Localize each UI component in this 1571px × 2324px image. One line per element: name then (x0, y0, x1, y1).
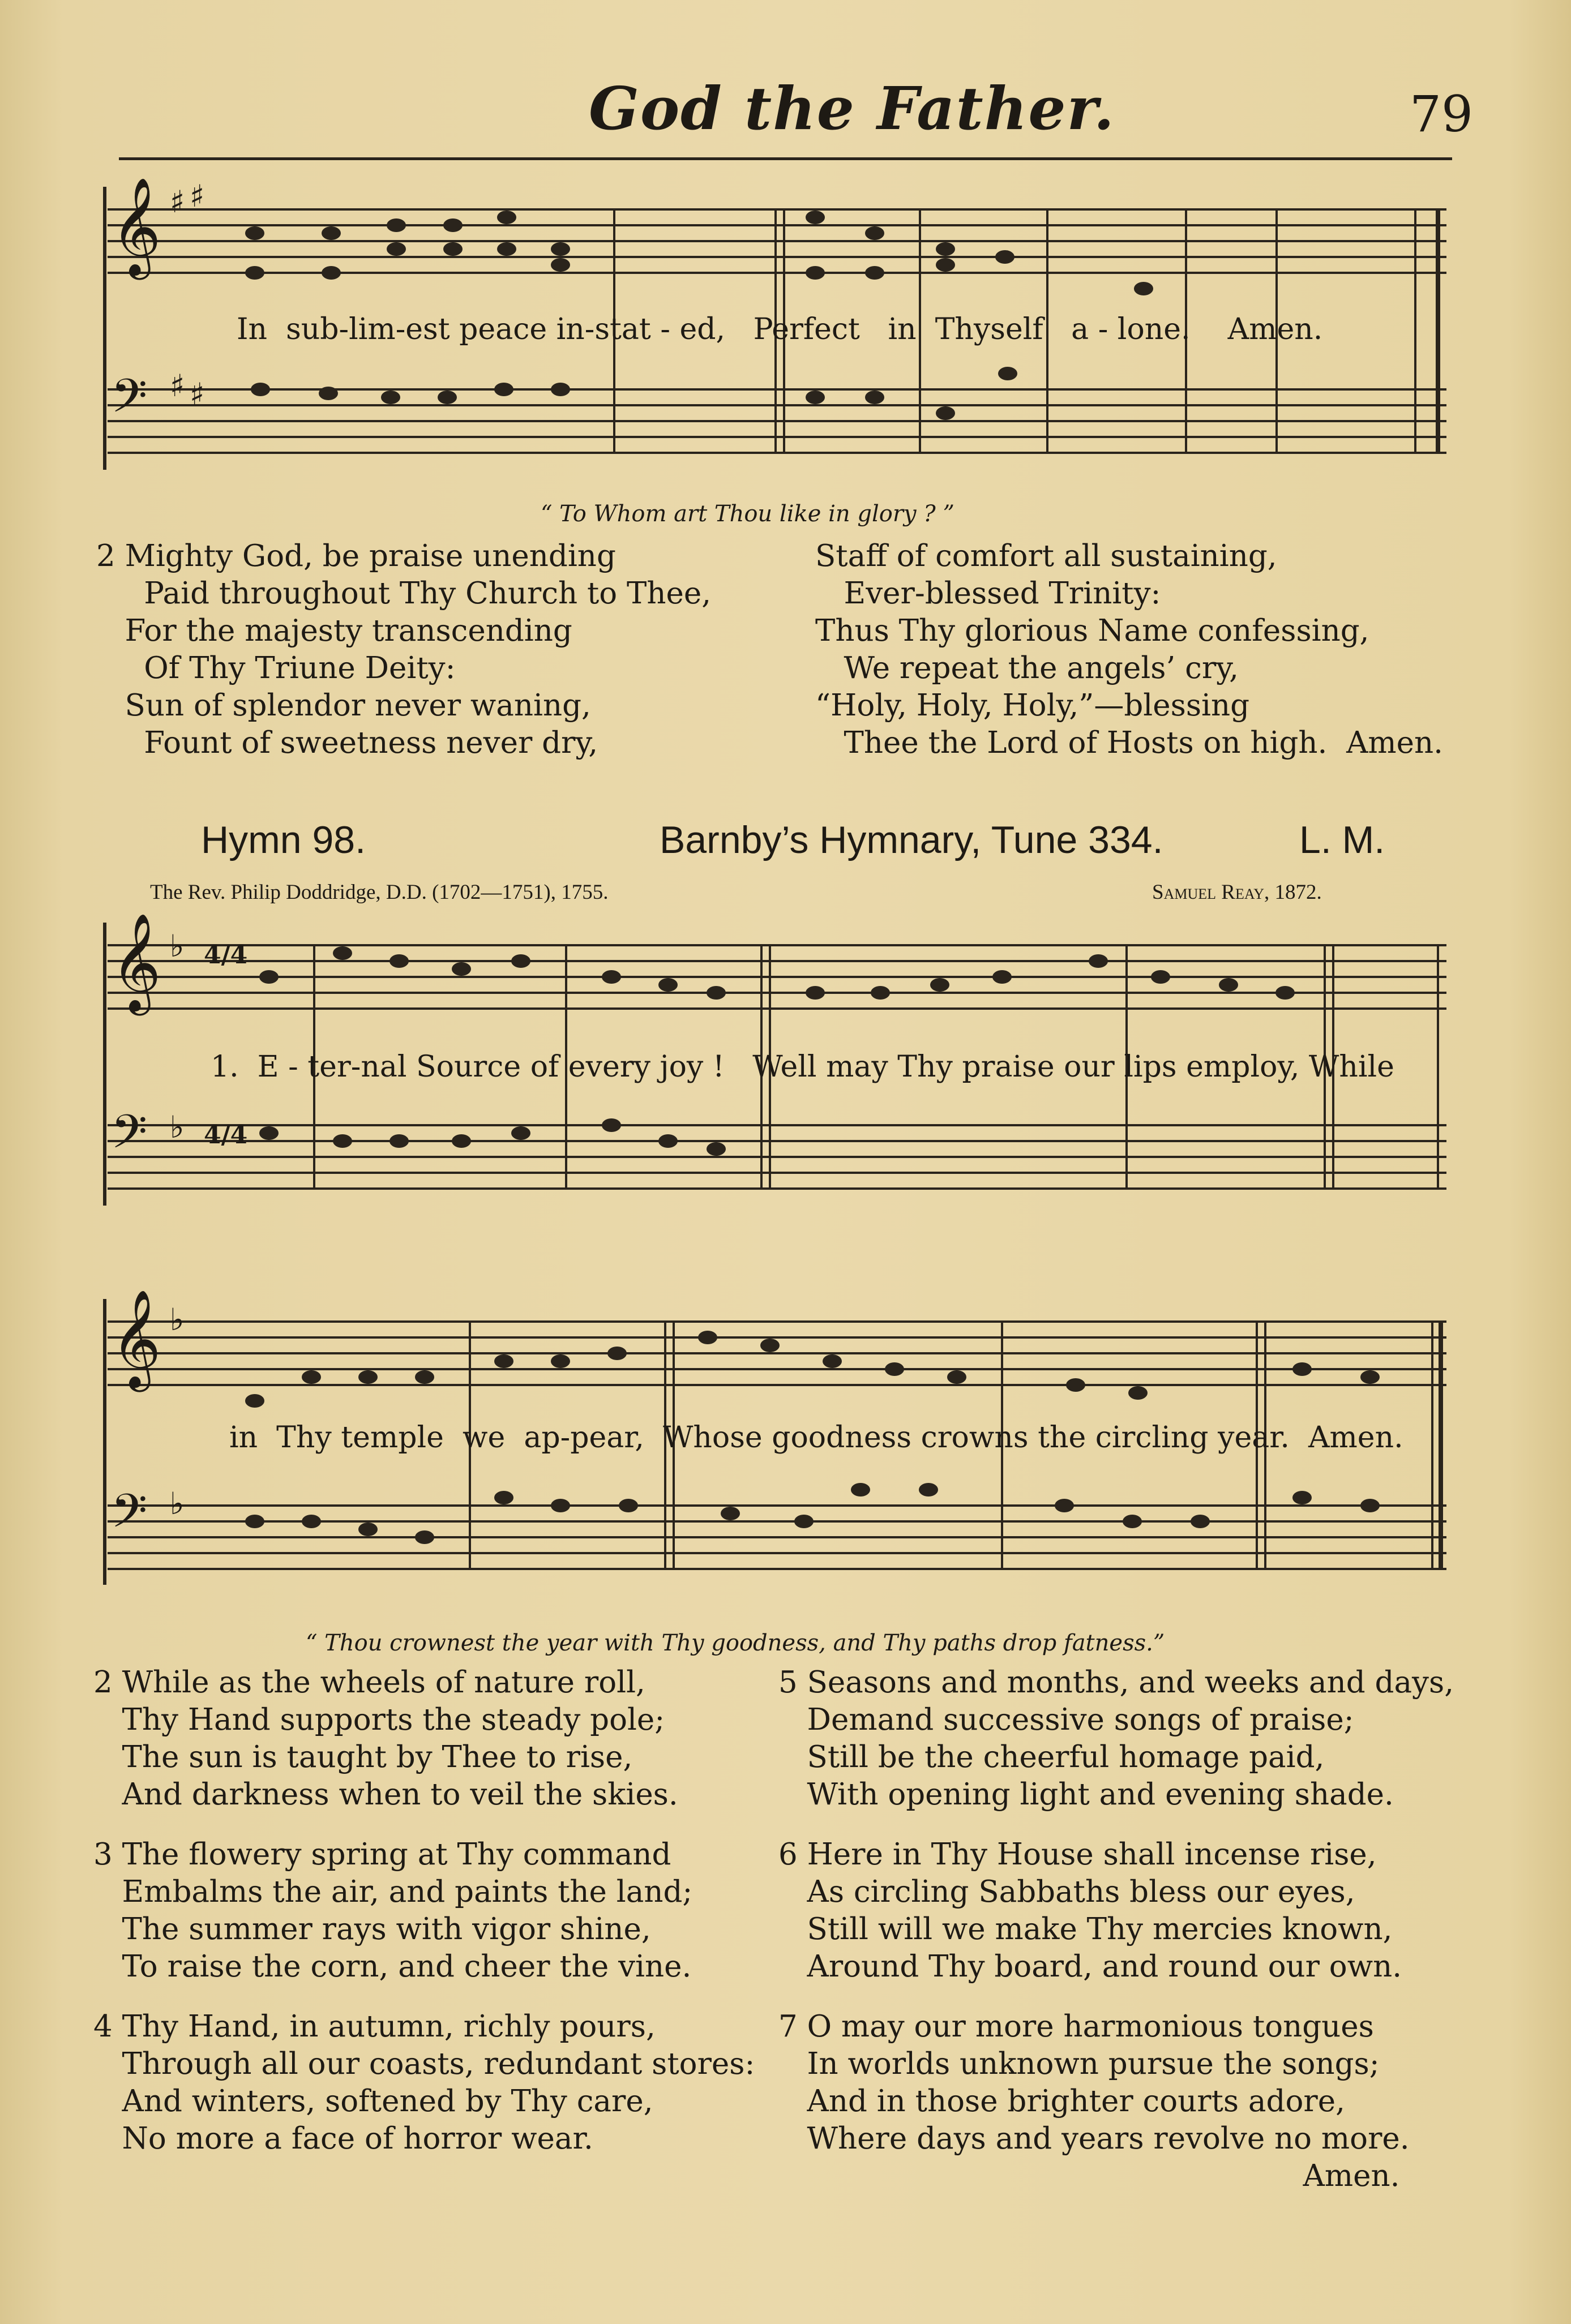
verse-line: As circling Sabbaths bless our eyes, (778, 1875, 1355, 1909)
verse-line: Amen. (778, 2159, 1400, 2193)
flat-icon: ♭ (170, 1302, 185, 1337)
hymn98-epigraph: “ Thou crownest the year with Thy goodness, and Thy paths drop fatness.” (306, 1630, 1165, 1656)
verse-line: 3 The flowery spring at Thy command (93, 1837, 671, 1872)
verse-line: Through all our coasts, redundant stores: (93, 2047, 755, 2081)
verse-line: Paid throughout Thy Church to Thee, (96, 576, 712, 611)
sharp-icon: ♯ (190, 178, 205, 214)
time-signature: 4/4 (204, 1121, 248, 1150)
verse-line: And in those brighter courts adore, (778, 2084, 1345, 2119)
verse-line: Staff of comfort all sustaining, (815, 539, 1277, 573)
verse-line: 6 Here in Thy House shall incense rise, (778, 1837, 1377, 1872)
verse-stanza (778, 1664, 1458, 1813)
treble-clef-icon: 𝄞 (111, 913, 161, 1011)
verse-line: Demand successive songs of praise; (778, 1703, 1354, 1737)
verse-line: Thee the Lord of Hosts on high. Amen. (815, 726, 1443, 760)
time-signature: 4/4 (204, 941, 248, 970)
bass-clef-icon: 𝄢 (111, 1483, 148, 1550)
hymn97-verse-right (815, 538, 1443, 762)
verse-line: Ever-blessed Trinity: (815, 576, 1161, 611)
treble-clef-icon: 𝄞 (111, 177, 161, 276)
treble-clef-icon: 𝄞 (111, 1289, 161, 1388)
hymn-author: The Rev. Philip Doddridge, D.D. (1702—1751), 1755. (150, 881, 609, 904)
verse-line: Fount of sweetness never dry, (96, 726, 598, 760)
verse-line: Thy Hand supports the steady pole; (93, 1703, 665, 1737)
hymn97-verse-left (96, 538, 711, 762)
hymn98-verses-left (93, 1664, 773, 2158)
page-number: 79 (1410, 85, 1473, 143)
verse-line: To raise the corn, and cheer the vine. (93, 1949, 692, 1984)
verse-stanza (93, 1836, 773, 1986)
verse-line: Still will we make Thy mercies known, (778, 1912, 1393, 1946)
hymn-tune: Barnby’s Hymnary, Tune 334. (660, 818, 1163, 861)
lyric-line-hymn97: In sub-lim-est peace in-stat - ed, Perfect in Thyself a - lone. Amen. (237, 312, 1323, 346)
verse-line: 5 Seasons and months, and weeks and days, (778, 1665, 1454, 1700)
verse-line: No more a face of horror wear. (93, 2121, 593, 2156)
verse-line: Of Thy Triune Deity: (96, 651, 456, 685)
verse-line: Around Thy board, and round our own. (778, 1949, 1402, 1984)
hymn-meter: L. M. (1299, 818, 1385, 861)
verse-stanza (778, 2008, 1458, 2195)
verse-line: With opening light and evening shade. (778, 1777, 1394, 1812)
verse-line: Sun of splendor never waning, (96, 688, 591, 723)
verse-line: The sun is taught by Thee to rise, (93, 1740, 633, 1774)
verse-line: 4 Thy Hand, in autumn, richly pours, (93, 2009, 656, 2044)
note-heads (245, 211, 1380, 1544)
lyric-line-1: 1. E - ter-nal Source of every joy ! Well may Thy praise our lips employ, While (211, 1050, 1394, 1084)
verse-stanza (93, 1664, 773, 1813)
verse-line: And winters, softened by Thy care, (93, 2084, 653, 2119)
flat-icon: ♭ (170, 1109, 185, 1145)
verse-line: The summer rays with vigor shine, (93, 1912, 651, 1946)
verse-line: Where days and years revolve no more. (778, 2121, 1410, 2156)
verse-stanza (778, 1836, 1458, 1986)
verse-line: In worlds unknown pursue the songs; (778, 2047, 1380, 2081)
hymn-composer: Samuel Reay, 1872. (1152, 881, 1322, 904)
bass-clef-icon: 𝄢 (111, 1104, 148, 1170)
verse-line: For the majesty transcending (96, 614, 572, 648)
verse-line: Thus Thy glorious Name confessing, (815, 614, 1369, 648)
page-title: God the Father. (589, 74, 1115, 143)
verse-line: Embalms the air, and paints the land; (93, 1875, 693, 1909)
sharp-icon: ♯ (190, 376, 205, 412)
hymn98-verses-right (778, 1664, 1458, 2195)
sharp-icon: ♯ (170, 184, 185, 220)
verse-line: We repeat the angels’ cry, (815, 651, 1239, 685)
flat-icon: ♭ (170, 1486, 185, 1521)
verse-line: 2 Mighty God, be praise unending (96, 539, 616, 573)
hymn-number: Hymn 98. (201, 818, 366, 861)
bass-clef-icon: 𝄢 (111, 368, 148, 435)
flat-icon: ♭ (170, 928, 185, 964)
verse-stanza (93, 2008, 773, 2158)
verse-line: “Holy, Holy, Holy,”—blessing (815, 688, 1250, 723)
hymn97-epigraph: “ To Whom art Thou like in glory ? ” (541, 501, 954, 527)
lyric-line-2: in Thy temple we ap-pear, Whose goodness crowns the circling year. Amen. (229, 1421, 1403, 1455)
verse-line: And darkness when to veil the skies. (93, 1777, 678, 1812)
verse-line: 7 O may our more harmonious tongues (778, 2009, 1374, 2044)
verse-line: Still be the cheerful homage paid, (778, 1740, 1325, 1774)
sharp-icon: ♯ (170, 368, 185, 404)
verse-line: 2 While as the wheels of nature roll, (93, 1665, 645, 1700)
